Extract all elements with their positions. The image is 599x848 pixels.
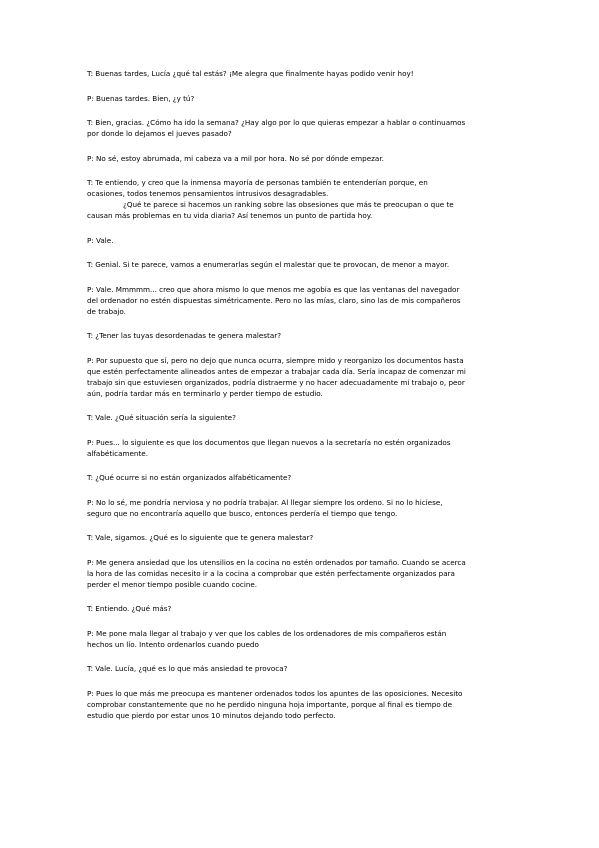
text-line: P: No lo sé, me pondría nerviosa y no podría trabajar. Al llegar siempre los ordeno. Si no lo hiciese, (87, 497, 443, 507)
transcript-body (87, 68, 517, 734)
text-line: P: Por supuesto que sí, pero no dejo que nunca ocurra, siempre mido y reorganizo los documentos hasta (87, 355, 464, 365)
text-line: trabajo sin que estuviesen organizados, podría distraerme y no hacer adecuadamente mi trabajo o, peor (87, 377, 465, 387)
text-line: T: ¿Qué ocurre si no están organizados alfabéticamente? (87, 473, 292, 482)
dialogue-paragraph (87, 68, 517, 79)
text-line: hechos un lío. Intento ordenarlos cuando puedo (87, 639, 259, 649)
dialogue-paragraph (87, 117, 517, 139)
dialogue-paragraph (87, 235, 517, 246)
dialogue-paragraph (87, 177, 517, 221)
text-line: P: Vale. Mmmmm... creo que ahora mismo lo que menos me agobia es que las ventanas del navegador (87, 284, 460, 294)
text-line: T: Buenas tardes, Lucía ¿qué tal estás? ¡Me alegra que finalmente hayas podido venir hoy! (87, 69, 414, 78)
text-line: causan más problemas en tu vida diaria? Así tenemos un punto de partida hoy. (87, 211, 373, 220)
text-line: P: Me genera ansiedad que los utensilios en la cocina no estén ordenados por tamaño. Cuando se acerca (87, 557, 466, 567)
text-line: seguro que no encontraría aquello que busco, entonces perdería el tiempo que tengo. (87, 508, 398, 518)
text-line: T: Te entiendo, y creo que la inmensa mayoría de personas también te entenderían porque, en (87, 178, 428, 187)
text-line: T: Vale, sigamos. ¿Qué es lo siguiente que te genera malestar? (87, 533, 314, 542)
dialogue-paragraph (87, 259, 517, 270)
text-line: que estén perfectamente alineados antes de empezar a trabajar cada día. Sería incapaz de comenzar mi (87, 366, 466, 376)
dialogue-paragraph (87, 284, 517, 317)
text-line: la hora de las comidas necesito ir a la cocina a comprobar que estén perfectamente organizados para (87, 568, 455, 578)
dialogue-paragraph (87, 603, 517, 614)
text-line: T: Entiendo. ¿Qué más? (87, 604, 172, 613)
dialogue-paragraph (87, 688, 517, 721)
text-line: T: Vale. Lucía, ¿qué es lo que más ansiedad te provoca? (87, 664, 288, 673)
dialogue-paragraph (87, 355, 517, 399)
dialogue-paragraph (87, 557, 517, 590)
text-line: ocasiones, todos tenemos pensamientos intrusivos desagradables. (87, 189, 329, 198)
text-line: aún, podría tardar más en terminarlo y perder tiempo de estudio. (87, 388, 323, 398)
text-line: del ordenador no estén dispuestas simétricamente. Pero no las mías, claro, sino las de mis compañeros (87, 295, 461, 305)
text-line: T: ¿Tener las tuyas desordenadas te genera malestar? (87, 331, 282, 340)
text-line: P: Buenas tardes. Bien, ¿y tú? (87, 93, 195, 103)
text-line: P: No sé, estoy abrumada, mi cabeza va a mil por hora. No sé por dónde empezar. (87, 153, 384, 163)
text-line: T: Genial. Si te parece, vamos a enumerarlas según el malestar que te provocan, de menor a mayor. (87, 260, 450, 269)
text-line: P: Pues lo que más me preocupa es mantener ordenados todos los apuntes de las oposiciones. Necesito (87, 688, 463, 698)
dialogue-paragraph (87, 330, 517, 341)
text-line: P: Me pone mala llegar al trabajo y ver que los cables de los ordenadores de mis compañeros están (87, 628, 447, 638)
text-line: de trabajo. (87, 306, 126, 316)
dialogue-paragraph (87, 497, 517, 519)
text-line: estudio que pierdo por estar unos 10 minutos dejando todo perfecto. (87, 710, 336, 720)
text-line: ¿Qué te parece si hacemos un ranking sobre las obsesiones que más te preocupan o que te (123, 200, 454, 209)
text-line: comprobar constantemente que no he perdido ninguna hoja importante, porque al final es tiempo de (87, 699, 453, 709)
dialogue-paragraph (87, 412, 517, 423)
dialogue-paragraph (87, 153, 517, 164)
dialogue-paragraph (87, 628, 517, 650)
dialogue-paragraph (87, 472, 517, 483)
dialogue-paragraph (87, 93, 517, 104)
text-line: P: Vale. (87, 235, 114, 245)
text-line: P: Pues... lo siguiente es que los documentos que llegan nuevos a la secretaría no estén organizados (87, 437, 451, 447)
text-line: perder el menor tiempo posible cuando cocine. (87, 579, 258, 589)
text-line: alfabéticamente. (87, 448, 148, 458)
dialogue-paragraph (87, 663, 517, 674)
text-line: T: Vale. ¿Qué situación sería la siguiente? (87, 413, 236, 422)
dialogue-paragraph (87, 437, 517, 459)
text-line: por donde lo dejamos el jueves pasado? (87, 129, 232, 138)
text-line: T: Bien, gracias. ¿Cómo ha ido la semana? ¿Hay algo por lo que quieras empezar a hablar o continuamos (87, 118, 466, 127)
dialogue-paragraph (87, 532, 517, 543)
